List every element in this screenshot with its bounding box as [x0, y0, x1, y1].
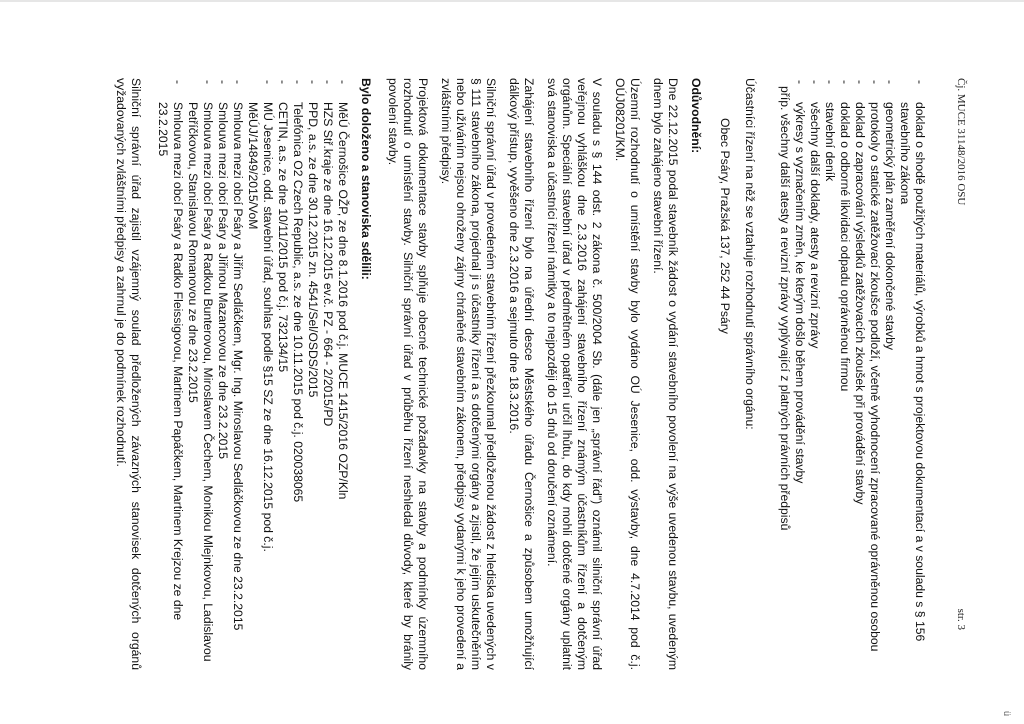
- list-item: - doklad o odborné likvidaci odpadu oprávněnou firmou: [837, 78, 852, 670]
- list-item: - Smlouva mezi obcí Psáry a Jiřinou Mazancovou ze dne 23.2.2015: [215, 78, 230, 670]
- list-item: - PPD, a.s. ze dne 30.12.2015 zn. 4541/Sel/OSDS/2015: [305, 78, 320, 670]
- justification-paragraph: Dne 22.12.2015 podal stavebník žádost o vydání stavebního povolení na výše uvedenou stavbu, uvedeným dnem bylo zahájeno stavební řízení.: [651, 78, 680, 670]
- page-header: [953, 78, 968, 670]
- corner-mark: ü: [1002, 710, 1012, 716]
- justification-paragraph: V souladu s § 144 odst. 2 zákona č. 500/2004 Sb. (dále jen „správní řád") oznámil silniční správní úřad veřejnou vyhláškou dne 2.3.2016 zahájení stavebního řízení známým účastníkům řízení a dotčeným orgánům. Speciální stavební úřad v předmětném opatření určil lhůtu, do kdy mohli dotčené orgány uplatnit svá stanoviska a účastníci řízení námitky a to nejpozději do 15 dnů od doručení oznámení.: [545, 78, 604, 670]
- list-item: - CETIN, a.s. ze dne 10/11/2015 pod č.j. 732134/15: [275, 78, 290, 670]
- page-number: str. 3: [955, 608, 967, 630]
- list-item: - stavební deník: [822, 78, 837, 670]
- justification-heading: Odůvodnění:: [689, 78, 703, 154]
- list-item: - Smlouva mezi obcí Psáry a Radkou Bunterovou, Miroslavem Čechem, Monikou Mlejnkovou, Ladislavou Petříčkovou, Stanislavou Romanovou ze dne 23.2.2015: [185, 78, 215, 670]
- statements-heading: Bylo doloženo a stanoviska sdělili:: [359, 78, 373, 280]
- list-item: - doklad o zapracování výsledků zatěžovacích zkoušek při provádění stavby: [852, 78, 867, 670]
- justification-paragraph: Silniční správní úřad v provedeném stavebním řízení přezkoumal předloženou žádost z hlediska uvedených v § 111 stavebního zákona, projednal ji s účastníky řízení a s dotčenými orgány a zjistil, že jejím uskutečněním nebo užíváním nejsou ohroženy zájmy chráněné stavebním zákonem, předpisy vydanými k jeho provedení a zvláštními předpisy.: [439, 78, 498, 670]
- reference-number: Čj. MUCE 31148/2016 OSU: [955, 78, 967, 206]
- justification-paragraph: Územní rozhodnutí o umístění stavby bylo vydáno OÚ Jesenice, odd. výstavby, dne 4.7.2014 pod č.j. OÚJ08201/KM.: [613, 78, 642, 670]
- participant: Obec Psáry, Pražská 137, 252 44 Psáry: [718, 118, 732, 334]
- list-item: - Smlouva mezi obcí Psáry a Radko Fleissigovou, Martinem Papáčkem, Martinem Krejzou ze dne 23.2.2015: [155, 78, 185, 670]
- list-item: - geometrický plán zaměření dokončené stavby: [882, 78, 897, 670]
- list-item: - protokoly o statické zatěžovací zkoušce podloží, včetně vyhodnocení zpracované oprávněnou osobou: [867, 78, 882, 670]
- justification-paragraph: Zahájení stavebního řízení bylo na úřední desce Městského úřadu Černošice a způsobem umožňující dálkový přístup, vyvěšeno dne 2.3.2016 a sejmuto dne 18.3.2016.: [507, 78, 536, 670]
- list-item: - MÚ Jesenice, odd. stavební úřad, souhlas podle §15 SZ ze dne 16.12.2015 pod č.j. MěÚJ/14849/2015/VoM: [245, 78, 275, 670]
- statements-list: [155, 78, 350, 670]
- closing-paragraph: Silniční správní úřad zajistil vzájemný soulad předložených závazných stanovisek dotčených orgánů vyžadovaných zvláštními předpisy a zahrnul je do podmínek rozhodnutí.: [114, 78, 143, 670]
- list-item: - Telefónica O2 Czech Republic, a.s. ze dne 10.11.2015 pod č.j. 020038065: [290, 78, 305, 670]
- list-item: - HZS Stř.kraje ze dne 16.12.2015 ev.č. PZ - 664 - 2/2015/PD: [320, 78, 335, 670]
- list-item: - doklad o shodě použitých materiálů, výrobků a hmot s projektovou dokumentací a v souladu s § 156 stavebního zákona: [897, 78, 927, 670]
- participants-label: Účastníci řízení na něž se vztahuje rozhodnutí správního orgánu:: [743, 78, 757, 430]
- scan-edge: [0, 0, 1024, 2]
- atesty-note: příp. všechny další atesty a revizní zprávy vyplývající z platných právních předpisů: [778, 86, 792, 531]
- list-item: - výkresy s vyznačením změn, ke kterým došlo během provádění stavby: [792, 78, 807, 670]
- list-item: - všechny další doklady, atesty a revizní zprávy: [807, 78, 822, 670]
- required-documents-list: [792, 78, 927, 670]
- list-item: - Smlouva mezi obcí Psáry a Jiřím Sedláčkem, Mgr. Ing. Miroslavou Sedláčkovou ze dne 23.2.2015: [230, 78, 245, 670]
- list-item: - MěÚ Černošice OŽP, ze dne 8.1.2016 pod č.j. MUCE 1415/2016 OZP/Kln: [335, 78, 350, 670]
- justification-paragraph: Projektová dokumentace stavby splňuje obecné technické požadavky na stavby a podmínky územního rozhodnutí o umístění stavby. Silniční správní úřad v průběhu řízení neshledal důvody, které by bránily povolení stavby.: [386, 78, 430, 670]
